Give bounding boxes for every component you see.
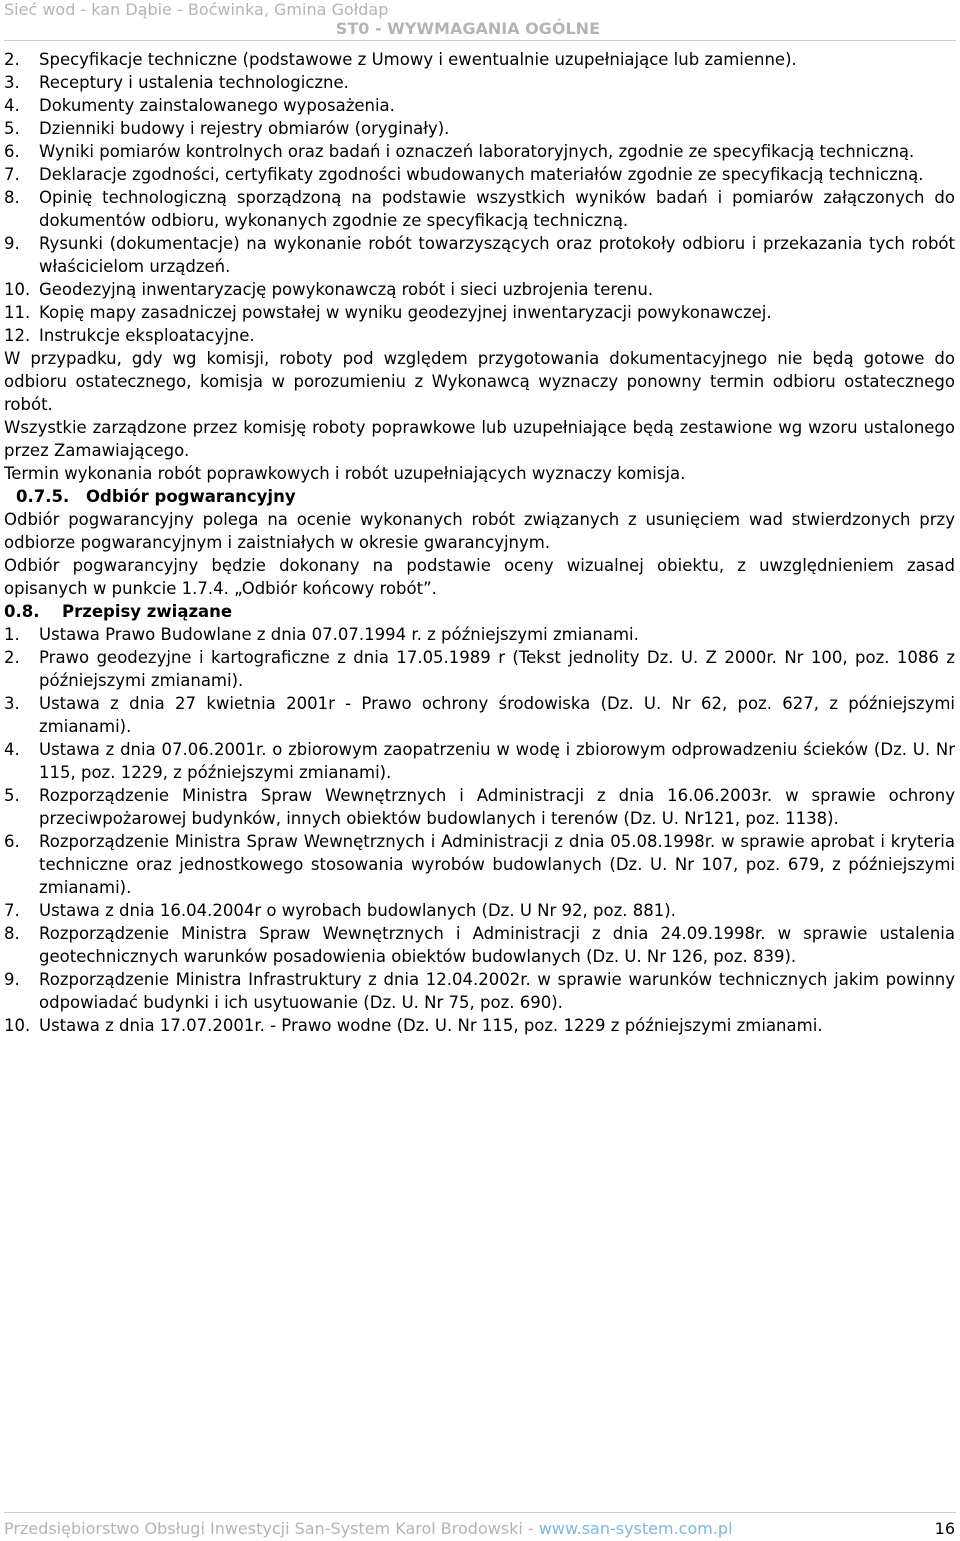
list-item xyxy=(4,117,955,140)
list-item-number: 5. xyxy=(4,786,20,805)
document-list-1 xyxy=(4,48,955,347)
list-item xyxy=(4,301,955,324)
list-item-text: Rozporządzenie Ministra Spraw Wewnętrznych i Administracji z dnia 24.09.1998r. w sprawie ustalenia geotechnicznych warunków posadowienia obiektów budowlanych (Dz. U. Nr 126, poz. 839). xyxy=(39,924,955,966)
footer-website-link[interactable]: www.san-system.com.pl xyxy=(538,1519,733,1538)
section-heading-08 xyxy=(4,600,955,623)
section-title: Przepisy związane xyxy=(62,602,233,621)
list-item-number: 2. xyxy=(4,648,20,667)
list-item-text: Kopię mapy zasadniczej powstałej w wyniku geodezyjnej inwentaryzacji powykonawczej. xyxy=(39,303,772,322)
list-item xyxy=(4,899,955,922)
list-item-number: 10. xyxy=(4,1016,31,1035)
list-item-text: Ustawa z dnia 07.06.2001r. o zbiorowym zaopatrzeniu w wodę i zbiorowym odprowadzeniu ścieków (Dz. U. Nr 115, poz. 1229, z późniejszymi zmianami). xyxy=(39,740,955,782)
header-divider xyxy=(4,40,956,41)
list-item xyxy=(4,71,955,94)
header-section-title: ST0 - WYWMAGANIA OGÓLNE xyxy=(335,19,600,38)
list-item-text: Rozporządzenie Ministra Spraw Wewnętrznych i Administracji z dnia 16.06.2003r. w sprawie ochrony przeciwpożarowej budynków, innych obiektów budowlanych i terenów (Dz. U. Nr121, poz. 1138). xyxy=(39,786,955,828)
footer-text xyxy=(4,1519,733,1538)
list-item-text: Ustawa z dnia 17.07.2001r. - Prawo wodne (Dz. U. Nr 115, poz. 1229 z późniejszymi zmianami. xyxy=(39,1016,823,1035)
list-item xyxy=(4,324,955,347)
list-item-text: Geodezyjną inwentaryzację powykonawczą robót i sieci uzbrojenia terenu. xyxy=(39,280,654,299)
list-item-text: Ustawa z dnia 27 kwietnia 2001r - Prawo ochrony środowiska (Dz. U. Nr 62, poz. 627, z późniejszymi zmianami). xyxy=(39,694,955,736)
footer-divider xyxy=(4,1512,956,1513)
section-number: 0.7.5. xyxy=(16,487,70,506)
list-item-number: 4. xyxy=(4,740,20,759)
list-item-text: Opinię technologiczną sporządzoną na podstawie wszystkich wyników badań i pomiarów załączonych do dokumentów odbioru, wykonanych zgodnie ze specyfikacją techniczną. xyxy=(39,188,955,230)
paragraph-group-1 xyxy=(4,347,955,485)
document-body xyxy=(4,48,955,1037)
list-item xyxy=(4,738,955,784)
list-item xyxy=(4,646,955,692)
section-number: 0.8. xyxy=(4,602,40,621)
list-item xyxy=(4,186,955,232)
list-item xyxy=(4,1014,955,1037)
list-item-text: Ustawa Prawo Budowlane z dnia 07.07.1994 r. z późniejszymi zmianami. xyxy=(39,625,639,644)
section-title: Odbiór pogwarancyjny xyxy=(86,487,296,506)
footer-company: Przedsiębiorstwo Obsługi Inwestycji San-System Karol Brodowski - xyxy=(4,1519,539,1538)
list-item xyxy=(4,922,955,968)
paragraph: Termin wykonania robót poprawkowych i robót uzupełniających wyznaczy komisja. xyxy=(4,464,686,483)
list-item-text: Receptury i ustalenia technologiczne. xyxy=(39,73,349,92)
list-item-number: 7. xyxy=(4,901,20,920)
list-item-number: 2. xyxy=(4,50,20,69)
list-item-text: Deklaracje zgodności, certyfikaty zgodności wbudowanych materiałów zgodnie ze specyfikacją techniczną. xyxy=(39,165,924,184)
list-item xyxy=(4,48,955,71)
list-item xyxy=(4,968,955,1014)
list-item-number: 5. xyxy=(4,119,20,138)
list-item-text: Ustawa z dnia 16.04.2004r o wyrobach budowlanych (Dz. U Nr 92, poz. 881). xyxy=(39,901,676,920)
list-item-number: 3. xyxy=(4,73,20,92)
list-item-number: 9. xyxy=(4,970,20,989)
list-item-text: Rysunki (dokumentacje) na wykonanie robót towarzyszących oraz protokoły odbioru i przekazania tych robót właścicielom urządzeń. xyxy=(39,234,955,276)
list-item-number: 4. xyxy=(4,96,20,115)
paragraph: Odbiór pogwarancyjny będzie dokonany na podstawie oceny wizualnej obiektu, z uwzględnieniem zasad opisanych w punkcie 1.7.4. „Odbiór końcowy robót”. xyxy=(4,556,955,598)
list-item xyxy=(4,278,955,301)
list-item xyxy=(4,692,955,738)
list-item xyxy=(4,163,955,186)
list-item-number: 11. xyxy=(4,303,31,322)
list-item-number: 1. xyxy=(4,625,20,644)
list-item-text: Dokumenty zainstalowanego wyposażenia. xyxy=(39,96,395,115)
list-item-number: 12. xyxy=(4,326,31,345)
header-project-title: Sieć wod - kan Dąbie - Boćwinka, Gmina Gołdap xyxy=(4,0,389,19)
paragraph: Wszystkie zarządzone przez komisję roboty poprawkowe lub uzupełniające będą zestawione wg wzoru ustalonego przez Zamawiającego. xyxy=(4,418,955,460)
list-item-number: 10. xyxy=(4,280,31,299)
list-item-text: Instrukcje eksploatacyjne. xyxy=(39,326,255,345)
list-item-text: Prawo geodezyjne i kartograficzne z dnia 17.05.1989 r (Tekst jednolity Dz. U. Z 2000r. Nr 100, poz. 1086 z późniejszymi zmianami). xyxy=(39,648,955,690)
list-item-text: Specyfikacje techniczne (podstawowe z Umowy i ewentualnie uzupełniające lub zamienne). xyxy=(39,50,797,69)
list-item-text: Dzienniki budowy i rejestry obmiarów (oryginały). xyxy=(39,119,450,138)
list-item-number: 6. xyxy=(4,142,20,161)
regulations-list xyxy=(4,623,955,1037)
list-item xyxy=(4,623,955,646)
list-item-number: 9. xyxy=(4,234,20,253)
list-item-text: Rozporządzenie Ministra Infrastruktury z dnia 12.04.2002r. w sprawie warunków technicznych jakim powinny odpowiadać budynki i ich usytuowanie (Dz. U. Nr 75, poz. 690). xyxy=(39,970,955,1012)
list-item-text: Rozporządzenie Ministra Spraw Wewnętrznych i Administracji z dnia 05.08.1998r. w sprawie aprobat i kryteria techniczne oraz jednostkowego stosowania wyrobów budowlanych (Dz. U. Nr 107, poz. 679, z późniejszymi zmianami). xyxy=(39,832,955,897)
list-item-number: 8. xyxy=(4,924,20,943)
list-item xyxy=(4,94,955,117)
list-item-number: 6. xyxy=(4,832,20,851)
list-item xyxy=(4,140,955,163)
paragraph: W przypadku, gdy wg komisji, roboty pod względem przygotowania dokumentacyjnego nie będą gotowe do odbioru ostatecznego, komisja w porozumieniu z Wykonawcą wyznaczy ponowny termin odbioru ostatecznego robót. xyxy=(4,349,955,414)
paragraph: Odbiór pogwarancyjny polega na ocenie wykonanych robót związanych z usunięciem wad stwierdzonych przy odbiorze pogwarancyjnym i zaistniałych w okresie gwarancyjnym. xyxy=(4,510,955,552)
paragraph-group-2 xyxy=(4,508,955,600)
list-item xyxy=(4,784,955,830)
list-item xyxy=(4,232,955,278)
list-item-text: Wyniki pomiarów kontrolnych oraz badań i oznaczeń laboratoryjnych, zgodnie ze specyfikacją techniczną. xyxy=(39,142,915,161)
list-item-number: 7. xyxy=(4,165,20,184)
page-number: 16 xyxy=(934,1519,955,1538)
list-item-number: 8. xyxy=(4,188,20,207)
section-heading-075 xyxy=(4,485,955,508)
list-item-number: 3. xyxy=(4,694,20,713)
list-item xyxy=(4,830,955,899)
